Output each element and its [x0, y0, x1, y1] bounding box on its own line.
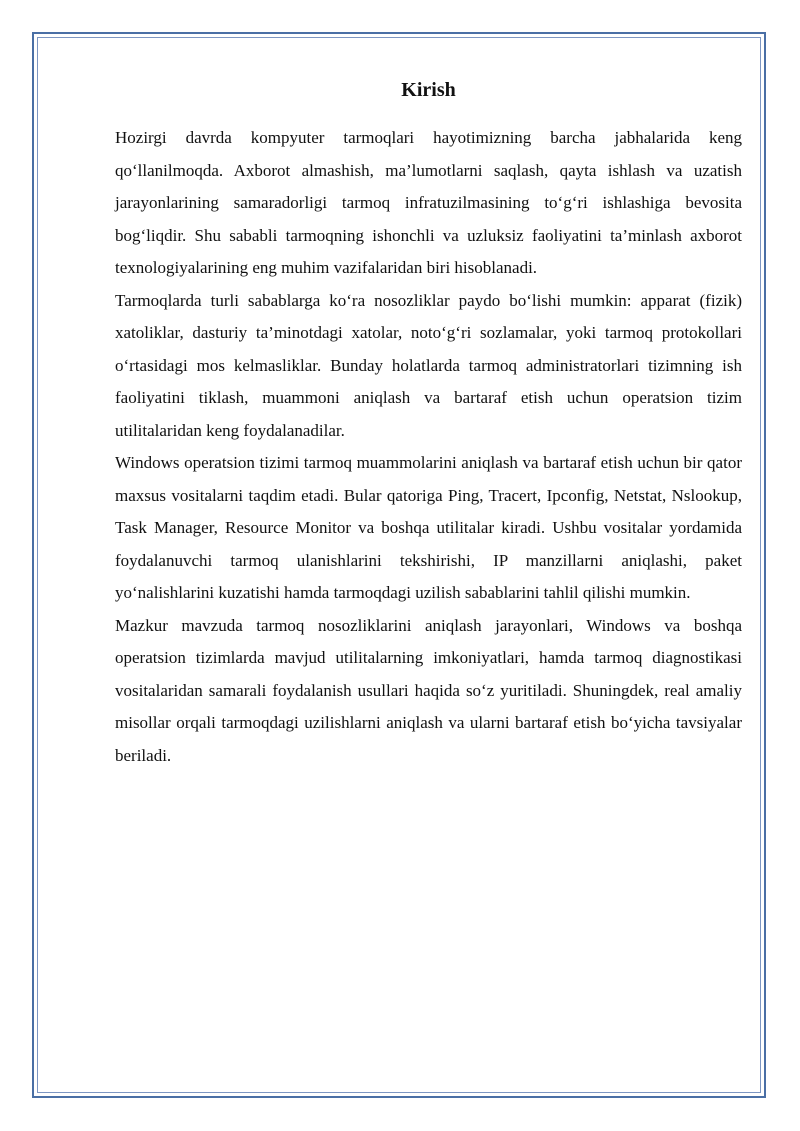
document-body — [115, 78, 742, 772]
paragraph-4: Mazkur mavzuda tarmoq nosozliklarini aniqlash jarayonlari, Windows va boshqa operatsion tizimlarda mavjud utilitalarning imkoniyatlari, hamda tarmoq diagnostikasi vositalaridan samarali foydalanish usullari haqida so‘z yuritiladi. Shuningdek, real amaliy misollar orqali tarmoqdagi uzilishlarni aniqlash va ularni bartaraf etish bo‘yicha tavsiyalar beriladi. — [115, 615, 742, 765]
section-title: Kirish — [401, 79, 456, 101]
paragraph-3: Windows operatsion tizimi tarmoq muammolarini aniqlash va bartaraf etish uchun bir qator maxsus vositalarni taqdim etadi. Bular qatoriga Ping, Tracert, Ipconfig, Netstat, Nslookup, Task Manager, Resource Monitor va boshqa utilitalar kiradi. Ushbu vositalar yordamida foydalanuvchi tarmoq ulanishlarini tekshirishi, IP manzillarni aniqlashi, paket yo‘nalishlarini kuzatishi hamda tarmoqdagi uzilish sabablarini tahlil qilishi mumkin. — [115, 453, 742, 602]
paragraph-2: Tarmoqlarda turli sabablarga ko‘ra nosozliklar paydo bo‘lishi mumkin: apparat (fizik) xatoliklar, dasturiy ta’minotdagi xatolar, noto‘g‘ri sozlamalar, yoki tarmoq protokollari o‘rtasidagi mos kelmasliklar. Bunday holatlarda tarmoq administratorlari tizimning ish faoliyatini tiklash, muammoni aniqlash va bartaraf etish uchun operatsion tizim utilitalaridan keng foydalanadilar. — [115, 290, 742, 440]
paragraph-1: Hozirgi davrda kompyuter tarmoqlari hayotimizning barcha jabhalarida keng qo‘llanilmoqda. Axborot almashish, ma’lumotlarni saqlash, qayta ishlash va uzatish jarayonlarining samaradorligi tarmoq infratuzilmasining to‘g‘ri ishlashiga bevosita bog‘liqdir. Shu sababli tarmoqning ishonchli va uzluksiz faoliyatini ta’minlash axborot texnologiyalarining eng muhim vazifalaridan biri hisoblanadi. — [115, 128, 742, 277]
